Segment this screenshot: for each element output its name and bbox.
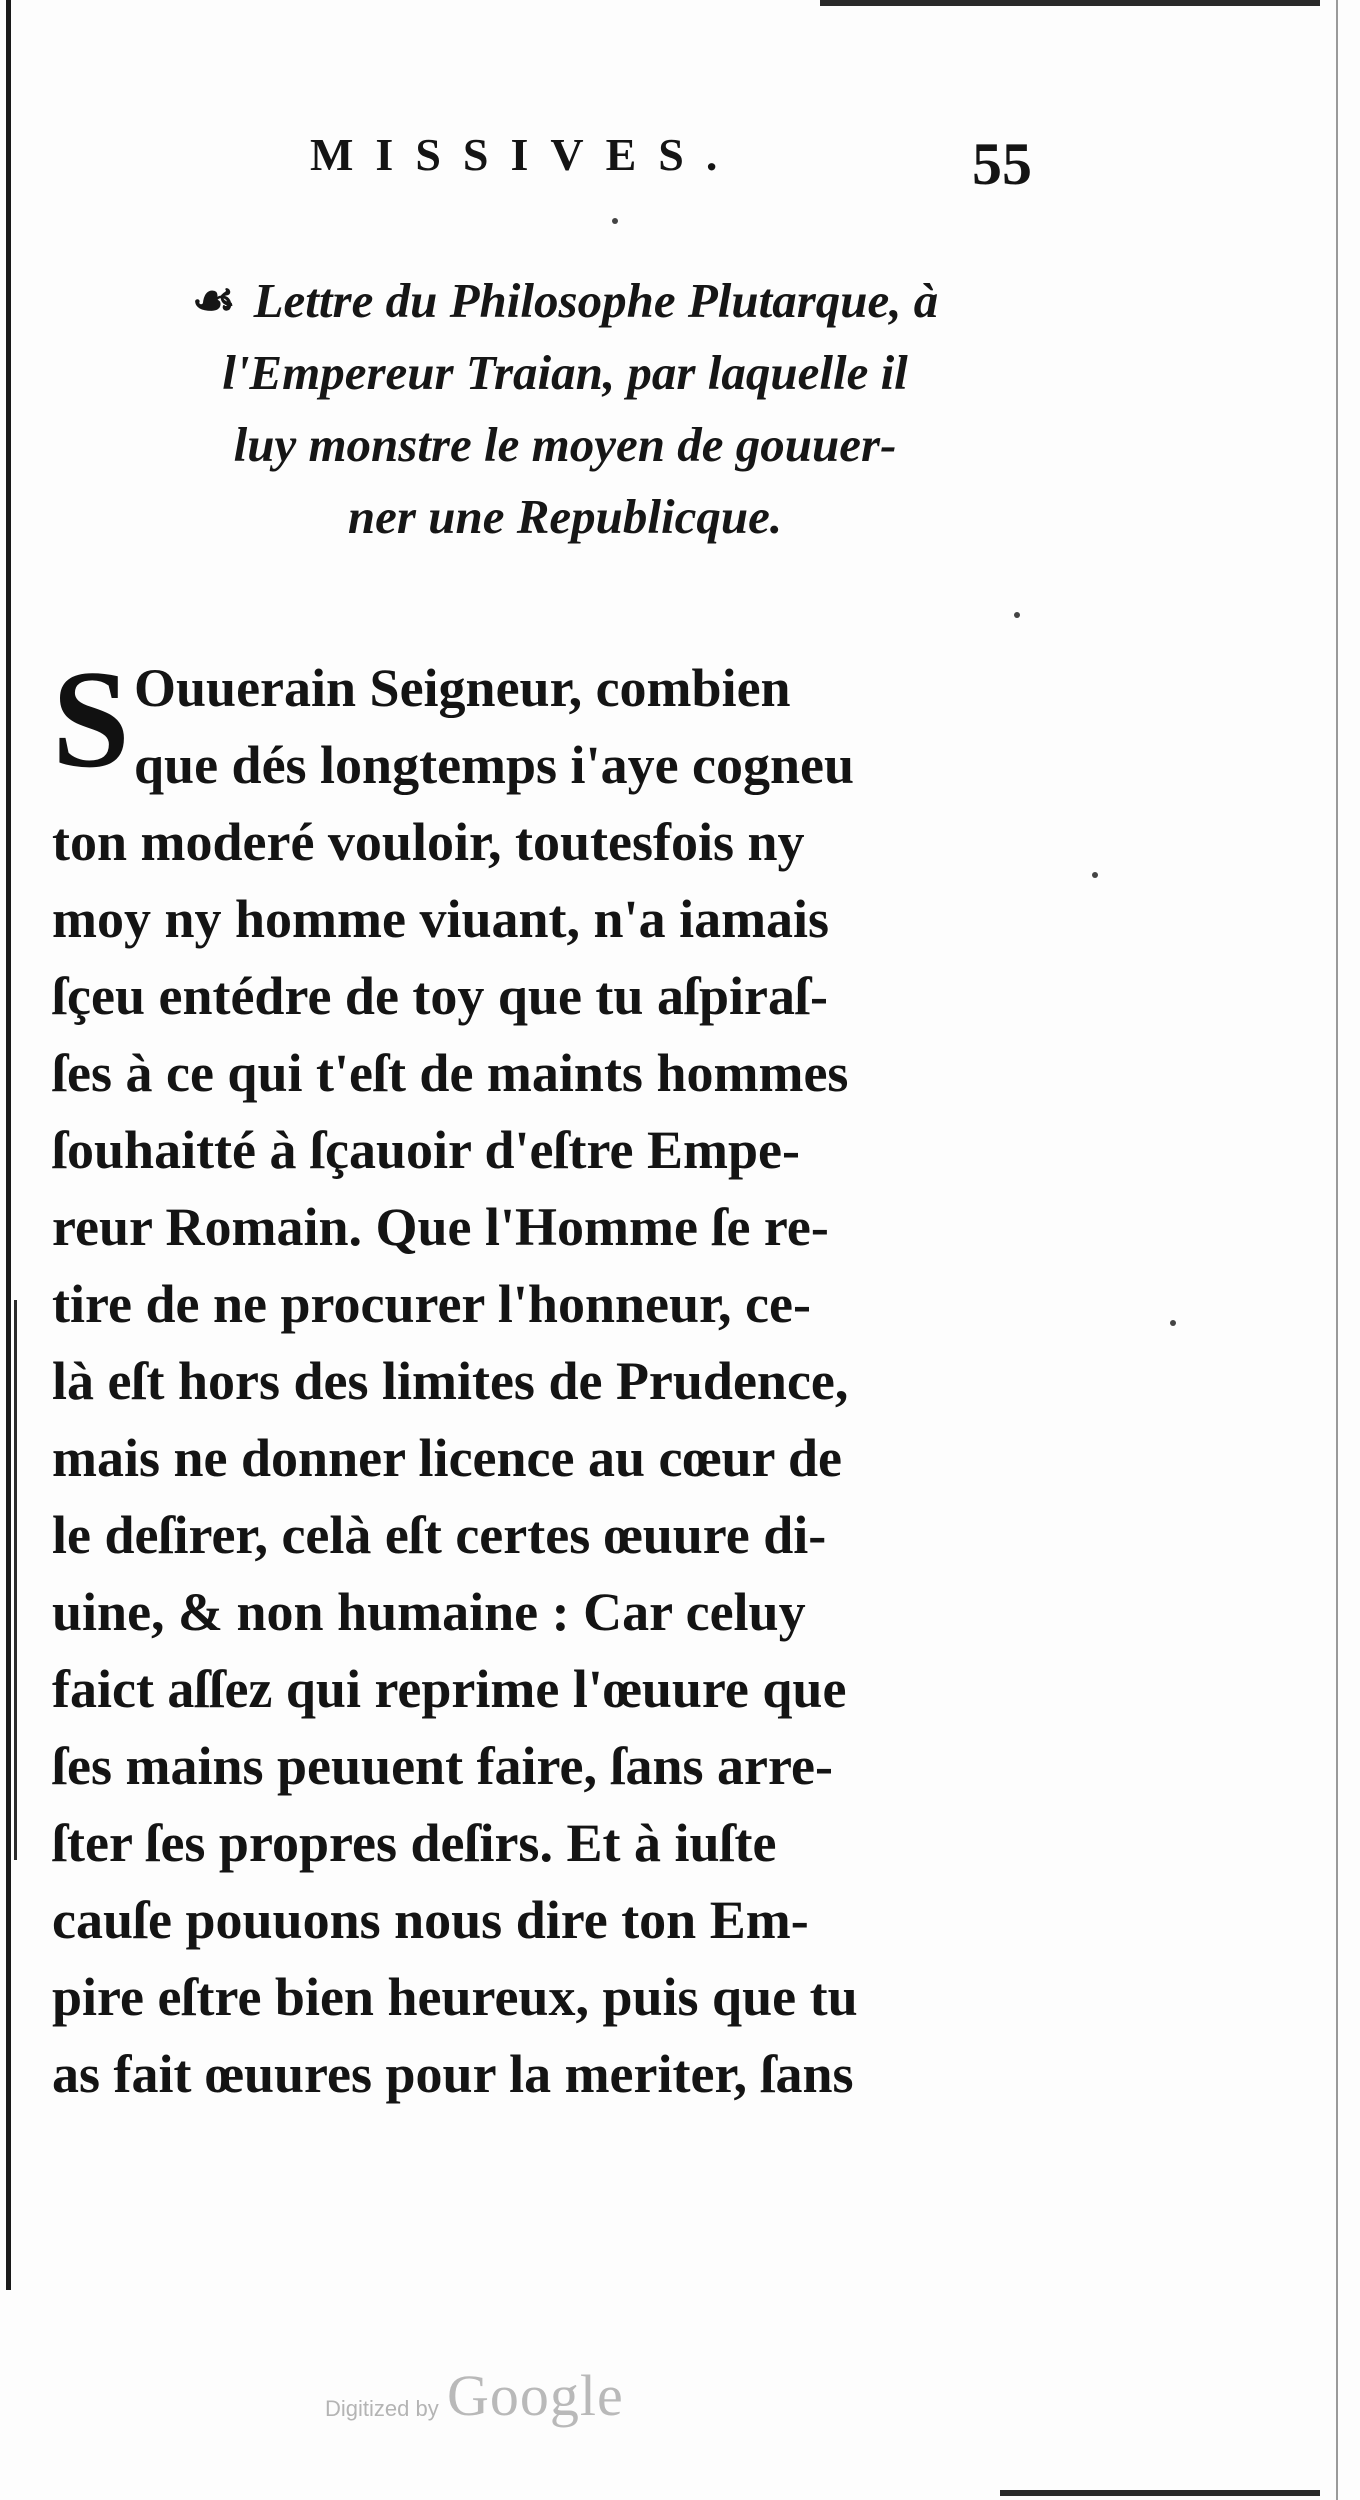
heading-line: ner une Republicque. [347,489,783,544]
heading-line: l'Empereur Traian, par laquelle il [222,345,908,400]
body-line: mais ne donner licence au cœur de [52,1428,842,1488]
ink-speck [1170,1320,1176,1326]
letter-body [52,642,1042,2113]
heading-line [70,265,1060,337]
running-head [280,118,1032,198]
body-line: pire eſtre bien heureux, puis que tu [52,1967,858,2027]
body-line: le deſirer, celà eſt certes œuure di- [52,1505,827,1565]
body-line: ton moderé vouloir, toutesfois ny [52,812,805,872]
letter-heading [70,265,1060,553]
page-edge-left [6,0,11,2290]
ink-speck [1092,872,1098,878]
page-edge-left-inner [14,1300,17,1860]
body-line: cauſe pouuons nous dire ton Em- [52,1890,809,1950]
body-line: faict aſſez qui reprime l'œuure que [52,1659,847,1719]
body-line: que dés longtemps i'aye cogneu [134,735,855,795]
fleuron-icon: ☙ [191,273,236,328]
body-line: as fait œuures pour la meriter, ſans [52,2044,854,2104]
body-line: Ouuerain Seigneur, combien [134,658,791,718]
digitized-label: Digitized by [325,2396,439,2421]
page-edge-right [1336,0,1338,2500]
body-line: tire de ne procurer l'honneur, ce- [52,1274,811,1334]
body-line: moy ny homme viuant, n'a iamais [52,889,830,949]
body-line: reur Romain. Que l'Homme ſe re- [52,1197,829,1257]
ink-speck [612,218,618,224]
page-number: 55 [972,131,1032,197]
body-line: ſes à ce qui t'eſt de maints hommes [52,1043,849,1103]
page-edge-bottom [1000,2490,1320,2496]
body-line: ſes mains peuuent faire, ſans arre- [52,1736,833,1796]
ink-speck [1014,612,1020,618]
digitized-by-google-watermark [325,2362,745,2442]
body-line: ſter ſes propres deſirs. Et à iuſte [52,1813,777,1873]
heading-line-text: Lettre du Philosophe Plutarque, à [253,273,939,328]
body-line: ſouhaitté à ſçauoir d'eſtre Empe- [52,1120,800,1180]
drop-cap: S [52,642,130,797]
body-line: là eſt hors des limites de Prudence, [52,1351,849,1411]
page-edge-top [820,0,1320,6]
body-line: ſçeu entédre de toy que tu aſpiraſ- [52,966,828,1026]
google-logo: Google [447,2363,624,2428]
heading-line: luy monstre le moyen de gouuer- [233,417,897,472]
body-line: uine, & non humaine : Car celuy [52,1582,806,1642]
running-title: MISSIVES. [310,129,740,180]
